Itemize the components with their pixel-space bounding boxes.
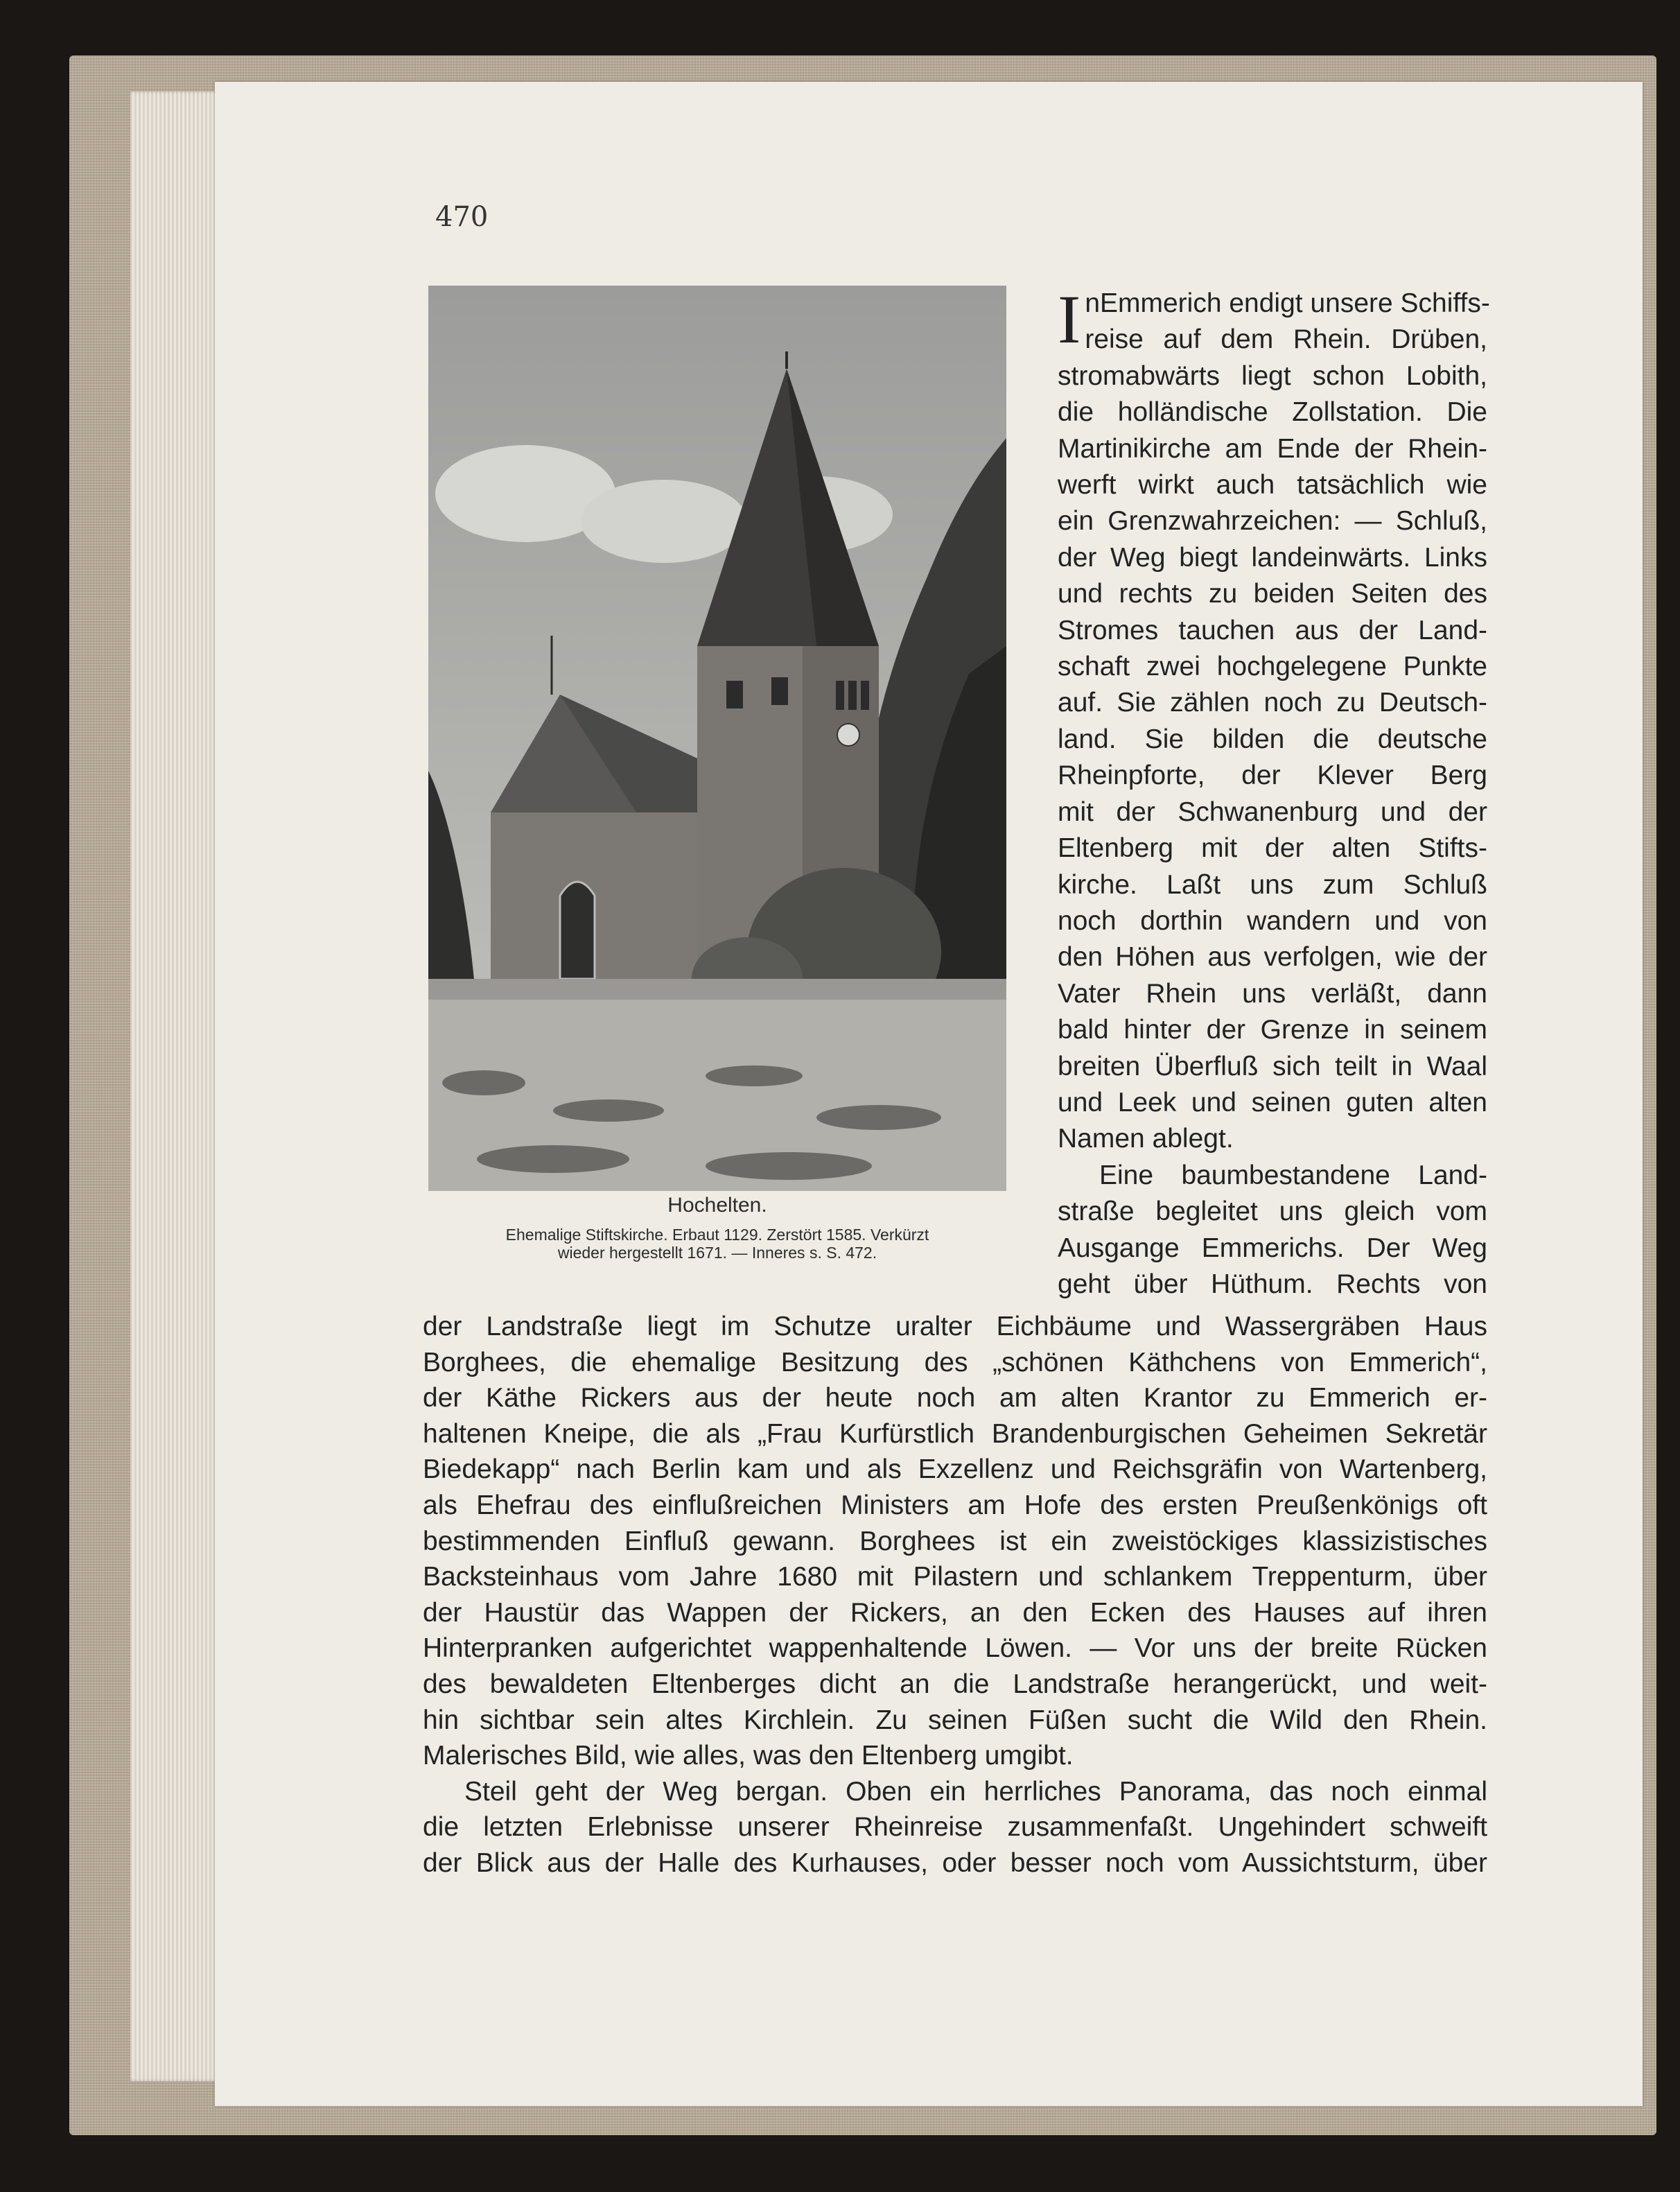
text-line: bestimmenden Einfluß gewann. Borghees ist ein zweistöckiges klassizistisches [423, 1526, 1487, 1556]
text-line: Backsteinhaus vom Jahre 1680 mit Pilastern und schlankem Treppenturm, über [423, 1562, 1487, 1592]
text-line: mit der Schwanenburg und der [1058, 797, 1487, 827]
text-line: und Leek und seinen guten alten [1058, 1087, 1487, 1117]
text-line: ein Grenzwahrzeichen: — Schluß, [1058, 506, 1487, 537]
text-line: Hinterpranken aufgerichtet wappenhaltende Löwen. — Vor uns der breite Rücken [423, 1633, 1487, 1664]
text-line: Borghees, die ehemalige Besitzung des „schönen Käthchens von Emmerich“, [423, 1347, 1487, 1377]
text-line: schaft zwei hochgelegene Punkte [1058, 652, 1487, 682]
text-line: Eltenberg mit der alten Stifts- [1058, 833, 1487, 864]
church-photograph [428, 286, 1006, 1191]
page-number: 470 [435, 201, 489, 233]
text-line: haltenen Kneipe, die als „Frau Kurfürstlich Brandenburgischen Geheimen Sekretär [423, 1418, 1487, 1449]
text-line: hin sichtbar sein altes Kirchlein. Zu seinen Füßen sucht die Wild den Rhein. [423, 1705, 1487, 1735]
text-line: Martinikirche am Ende der Rhein- [1058, 433, 1487, 464]
text-line: auf. Sie zählen noch zu Deutsch- [1058, 688, 1487, 718]
text-line: Namen ablegt. [1058, 1124, 1234, 1154]
text-line: Rheinpforte, der Klever Berg [1058, 760, 1487, 791]
drop-cap: I [1058, 281, 1081, 358]
figure-title: Hochelten. [667, 1194, 767, 1217]
full-width-text [423, 1309, 1487, 1881]
text-line: Stromes tauchen aus der Land- [1058, 615, 1487, 645]
church-illustration [428, 286, 1006, 1191]
text-line: noch dorthin wandern und von [1058, 905, 1487, 936]
text-line: der Landstraße liegt im Schutze uralter Eichbäume und Wassergräben Haus [423, 1312, 1487, 1341]
text-line: Eine baumbestandene Land- [1099, 1160, 1487, 1190]
text-line: nEmmerich endigt unsere Schiffs- [1085, 288, 1490, 318]
text-line: Vater Rhein uns verläßt, dann [1058, 978, 1487, 1009]
text-line: die holländische Zollstation. Die [1058, 397, 1487, 428]
page-edges [130, 92, 227, 2081]
text-line: die letzten Erlebnisse unserer Rheinreise zusammenfaßt. Ungehindert schweift [423, 1812, 1487, 1843]
figure-caption [416, 1226, 1019, 1262]
text-line: land. Sie bilden die deutsche [1058, 724, 1487, 754]
text-line: werft wirkt auch tatsächlich wie [1058, 470, 1487, 501]
text-line: der Weg biegt landeinwärts. Links [1058, 542, 1487, 573]
text-line: stromabwärts liegt schon Lobith, [1058, 360, 1487, 391]
right-column-text [1058, 281, 1490, 1303]
text-line: der Käthe Rickers aus der heute noch am alten Krantor zu Emmerich er- [423, 1383, 1487, 1414]
text-line: den Höhen aus verfolgen, wie der [1058, 942, 1487, 973]
text-line: reise auf dem Rhein. Drüben, [1085, 324, 1487, 355]
text-line: als Ehefrau des einflußreichen Ministers am Hofe des ersten Preußenkönigs oft [423, 1490, 1487, 1520]
text-line: straße begleitet uns gleich vom [1058, 1197, 1487, 1227]
text-line: Ausgange Emmerichs. Der Weg [1058, 1233, 1487, 1263]
text-line: der Haustür das Wappen der Rickers, an den Ecken des Hauses auf ihren [423, 1597, 1487, 1628]
text-line: breiten Überfluß sich teilt in Waal [1058, 1051, 1487, 1081]
caption-line: wieder hergestellt 1671. — Inneres s. S. 472. [557, 1244, 877, 1262]
text-line: Biedekapp“ nach Berlin kam und als Exzellenz und Reichsgräfin von Wartenberg, [423, 1454, 1487, 1485]
text-line: Malerisches Bild, wie alles, was den Eltenberg umgibt. [423, 1741, 1074, 1771]
caption-line: Ehemalige Stiftskirche. Erbaut 1129. Zerstört 1585. Verkürzt [505, 1226, 929, 1244]
text-line: kirche. Laßt uns zum Schluß [1058, 869, 1487, 900]
text-line: geht über Hüthum. Rechts von [1058, 1269, 1487, 1299]
text-line: der Blick aus der Halle des Kurhauses, oder besser noch vom Aussichtsturm, über [423, 1847, 1487, 1878]
text-line: und rechts zu beiden Seiten des [1058, 579, 1487, 609]
text-line: bald hinter der Grenze in seinem [1058, 1015, 1487, 1045]
text-line: des bewaldeten Eltenberges dicht an die Landstraße herangerückt, und weit- [423, 1669, 1487, 1699]
text-line: Steil geht der Weg bergan. Oben ein herrliches Panorama, das noch einmal [464, 1776, 1487, 1807]
